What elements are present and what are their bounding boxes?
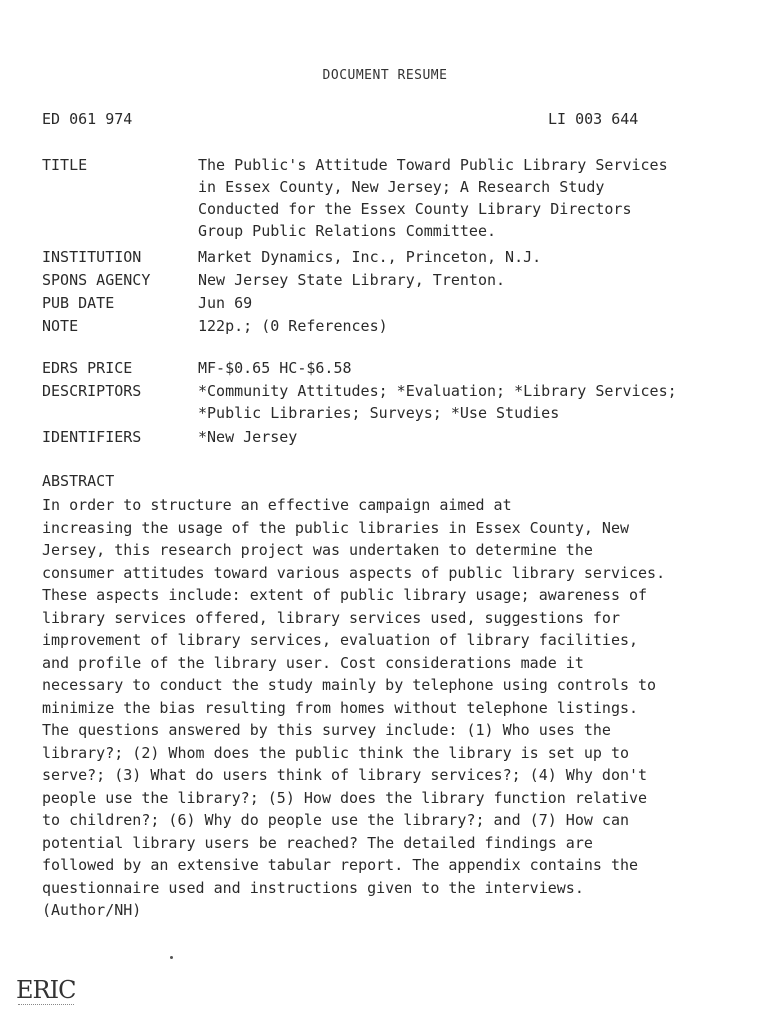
ed-number: ED 061 974 xyxy=(42,110,133,128)
eric-logo-underline xyxy=(18,1004,74,1008)
meta-value: 122p.; (0 References) xyxy=(198,317,388,335)
meta-value: New Jersey State Library, Trenton. xyxy=(198,271,506,289)
meta-value: *Community Attitudes; *Evaluation; *Library Services; *Public Libraries; Surveys; *Use Studies xyxy=(198,382,677,422)
eric-logo xyxy=(16,968,76,1010)
meta-value: *New Jersey xyxy=(198,428,298,446)
abstract-label: ABSTRACT xyxy=(42,472,115,490)
eric-logo-text: ERIC xyxy=(16,976,76,1004)
meta-label: SPONS AGENCY xyxy=(42,271,151,289)
meta-value: The Public's Attitude Toward Public Library Services in Essex County, New Jersey; A Research Study Conducted for the Essex County Library Directors Group Public Relations Committee. xyxy=(198,156,668,240)
meta-label: TITLE xyxy=(42,156,88,174)
meta-label: PUB DATE xyxy=(42,294,115,312)
meta-value: Jun 69 xyxy=(198,294,253,312)
scan-artifact-dot xyxy=(170,956,173,959)
meta-label: DESCRIPTORS xyxy=(42,382,142,400)
abstract-text: In order to structure an effective campaign aimed at increasing the usage of the public libraries in Essex County, New Jersey, this research project was undertaken to determine the consumer attitudes toward various aspects of public library services. These aspects include: extent of public library usage; awareness of library services offered, library services used, suggestions for improvement of library services, evaluation of library facilities, and profile of the library user. Cost considerations made it necessary to conduct the study mainly by telephone using controls to minimize the bias resulting from homes without telephone listings. The questions answered by this survey include: (1) Who uses the library?; (2) Whom does the public think the library is set up to serve?; (3) What do users think of library services?; (4) Why don't people use the library?; (5) How does the library function relative to children?; (6) Why do people use the library?; and (7) How can potential library users be reached? The detailed findings are followed by an extensive tabular report. The appendix contains the questionnaire used and instructions given to the interviews. (Author/NH) xyxy=(42,496,666,919)
meta-label: EDRS PRICE xyxy=(42,359,133,377)
meta-label: NOTE xyxy=(42,317,79,335)
meta-label: INSTITUTION xyxy=(42,248,142,266)
document-heading: DOCUMENT RESUME xyxy=(322,68,448,83)
meta-label: IDENTIFIERS xyxy=(42,428,142,446)
meta-value: MF-$0.65 HC-$6.58 xyxy=(198,359,352,377)
li-number: LI 003 644 xyxy=(548,110,639,128)
meta-value: Market Dynamics, Inc., Princeton, N.J. xyxy=(198,248,542,266)
